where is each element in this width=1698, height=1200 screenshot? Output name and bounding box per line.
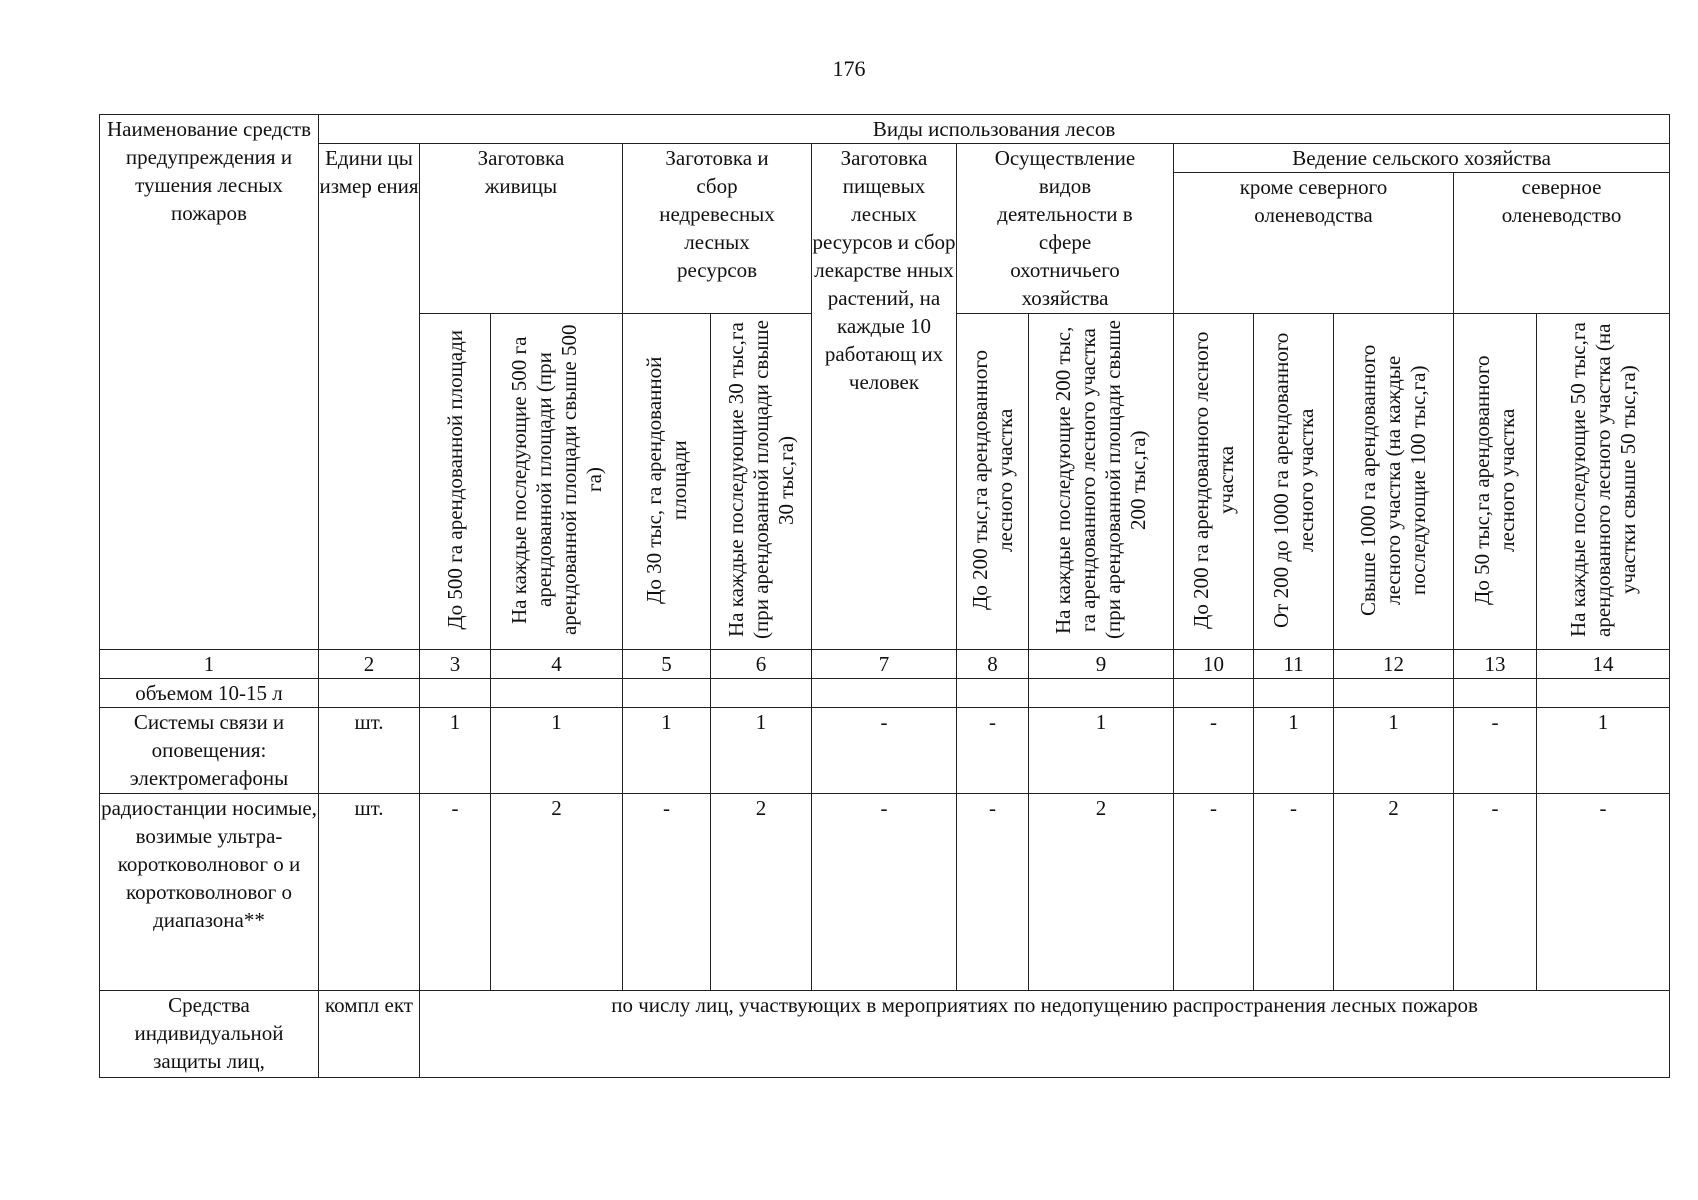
- header-except-reindeer: кроме северного оленеводства: [1174, 173, 1454, 314]
- subheader-11: От 200 до 1000 га арендованного лесного участка: [1254, 314, 1334, 650]
- row-value: [420, 679, 491, 708]
- subheader-8: До 200 тыс,га арендованного лесного участка: [957, 314, 1029, 650]
- header-units: Едини цы измер ения: [319, 144, 420, 650]
- row-value: [623, 679, 711, 708]
- row-value: [711, 679, 812, 708]
- column-number: 6: [711, 650, 812, 679]
- table-row: [100, 679, 1670, 708]
- subheader-9: На каждые последующие 200 тыс, га арендованного лесного участка (при арендованной площади свыше 200 тыс,га): [1029, 314, 1174, 650]
- column-number: 1: [100, 650, 319, 679]
- column-numbers-row: [100, 650, 1670, 679]
- column-number: 2: [319, 650, 420, 679]
- column-number: 11: [1254, 650, 1334, 679]
- page-number: 176: [832, 56, 866, 81]
- column-number: 4: [491, 650, 623, 679]
- row-value: -: [812, 708, 957, 794]
- row-value: -: [812, 794, 957, 991]
- row-value: -: [1537, 794, 1670, 991]
- header-name-column: Наименование средств предупреждения и тушения лесных пожаров: [100, 115, 319, 650]
- subheader-5: До 30 тыс, га арендованной площади: [623, 314, 711, 650]
- subheader-13: До 50 тыс,га арендованного лесного участка: [1454, 314, 1537, 650]
- table-row: [100, 991, 1670, 1078]
- header-agriculture: Ведение сельского хозяйства: [1174, 144, 1670, 173]
- column-number: 13: [1454, 650, 1537, 679]
- row-name: Средства индивидуальной защиты лиц,: [100, 991, 319, 1078]
- row-value: 2: [1029, 794, 1174, 991]
- row-value: [1174, 679, 1254, 708]
- row-name: радиостанции носимые, возимые ультра-коротковолновог о и коротковолновог о диапазона**: [100, 794, 319, 991]
- row-value: [491, 679, 623, 708]
- row-value: [1454, 679, 1537, 708]
- row-value: [1537, 679, 1670, 708]
- header-reindeer: северное оленеводство: [1454, 173, 1670, 314]
- row-unit: шт.: [319, 708, 420, 794]
- row-name: Системы связи и оповещения: электромегафоны: [100, 708, 319, 794]
- row-unit: [319, 679, 420, 708]
- row-value: [812, 679, 957, 708]
- subheader-3: До 500 га арендованной площади: [420, 314, 491, 650]
- row-value: -: [1454, 794, 1537, 991]
- row-value: 2: [1334, 794, 1454, 991]
- subheader-12: Свыше 1000 га арендованного лесного участка (на каждые последующие 100 тыс,га): [1334, 314, 1454, 650]
- row-name: объемом 10-15 л: [100, 679, 319, 708]
- column-number: 12: [1334, 650, 1454, 679]
- row-value: -: [1454, 708, 1537, 794]
- table-row: [100, 708, 1670, 794]
- row-value: [1029, 679, 1174, 708]
- row-value: -: [623, 794, 711, 991]
- row-value: -: [957, 708, 1029, 794]
- row-value: 1: [623, 708, 711, 794]
- subheader-10: До 200 га арендованного лесного участка: [1174, 314, 1254, 650]
- row-unit: шт.: [319, 794, 420, 991]
- header-usage-types: Виды использования лесов: [319, 115, 1670, 144]
- row-value: -: [1174, 708, 1254, 794]
- row-value: 1: [1537, 708, 1670, 794]
- subheader-14: На каждые последующие 50 тыс,га арендованного лесного участка (на участки свыше 50 тыс,га): [1537, 314, 1670, 650]
- column-number: 8: [957, 650, 1029, 679]
- row-value: 2: [711, 794, 812, 991]
- header-resin: Заготовка живицы: [420, 144, 623, 314]
- column-number: 14: [1537, 650, 1670, 679]
- row-note: по числу лиц, участвующих в мероприятиях по недопущению распространения лесных пожаров: [420, 991, 1670, 1078]
- row-value: -: [1174, 794, 1254, 991]
- subheader-4: На каждые последующие 500 га арендованной площади (при арендованной площади свыше 500 га): [491, 314, 623, 650]
- row-value: [1334, 679, 1454, 708]
- column-number: 5: [623, 650, 711, 679]
- subheader-6: На каждые последующие 30 тыс,га (при арендованной площади свыше 30 тыс,га): [711, 314, 812, 650]
- row-value: -: [420, 794, 491, 991]
- row-value: -: [1254, 794, 1334, 991]
- row-value: 1: [1029, 708, 1174, 794]
- table-row: [100, 794, 1670, 991]
- row-value: [957, 679, 1029, 708]
- row-value: 1: [420, 708, 491, 794]
- row-value: -: [957, 794, 1029, 991]
- header-nonwood: Заготовка и сбор недревесных лесных ресурсов: [623, 144, 812, 314]
- row-value: 1: [1334, 708, 1454, 794]
- row-value: 1: [1254, 708, 1334, 794]
- column-number: 7: [812, 650, 957, 679]
- row-value: 2: [491, 794, 623, 991]
- row-value: [1254, 679, 1334, 708]
- header-food: Заготовка пищевых лесных ресурсов и сбор лекарстве нных растений, на каждые 10 работающ их человек: [812, 144, 957, 650]
- row-value: 1: [491, 708, 623, 794]
- row-value: 1: [711, 708, 812, 794]
- column-number: 9: [1029, 650, 1174, 679]
- row-unit: компл ект: [319, 991, 420, 1078]
- header-hunting: Осуществление видов деятельности в сфере охотничьего хозяйства: [957, 144, 1174, 314]
- fire-equipment-table: [99, 114, 1670, 1078]
- column-number: 10: [1174, 650, 1254, 679]
- column-number: 3: [420, 650, 491, 679]
